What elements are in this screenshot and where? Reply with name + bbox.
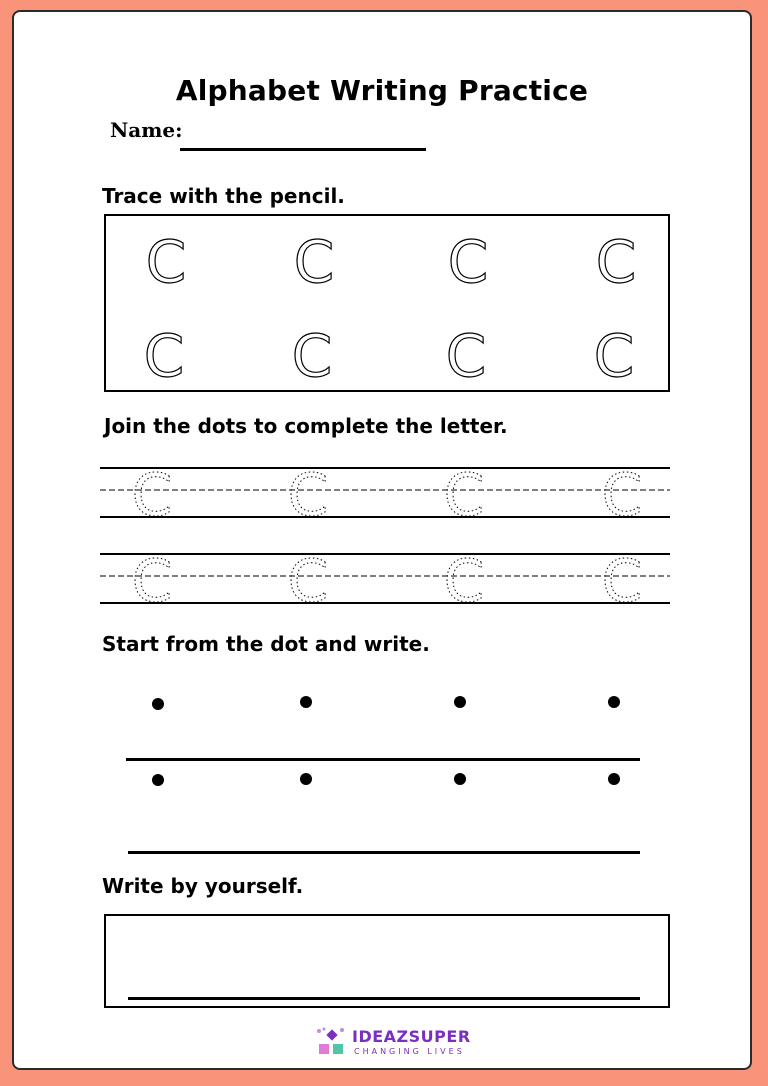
dotted-letter-c: C [601, 461, 643, 529]
start-dot [608, 773, 620, 785]
start-dot [608, 696, 620, 708]
writing-line [128, 851, 640, 854]
svg-text:C: C [595, 230, 637, 290]
dotted-letter-c: C [131, 461, 173, 529]
trace-heading: Trace with the pencil. [102, 184, 345, 208]
start-dot [300, 773, 312, 785]
svg-text:C: C [447, 230, 489, 290]
svg-text:C: C [593, 324, 635, 384]
dotted-letter-c: C [601, 547, 643, 615]
brand-tagline: CHANGING LIVES [354, 1047, 465, 1056]
free-heading: Write by yourself. [102, 874, 304, 898]
start-dot [454, 696, 466, 708]
start-dot [454, 773, 466, 785]
worksheet-title: Alphabet Writing Practice [175, 74, 589, 107]
free-write-line [128, 997, 640, 1000]
brand-name: IDEAZSUPER [352, 1027, 471, 1046]
free-write-box [104, 914, 670, 1008]
dotted-letter-c: C [287, 547, 329, 615]
dotted-letter-guides [14, 12, 754, 632]
start-heading: Start from the dot and write. [102, 632, 430, 656]
svg-text:C: C [293, 230, 335, 290]
start-dot [152, 774, 164, 786]
dotted-letter-c: C [443, 547, 485, 615]
svg-text:C: C [145, 230, 187, 290]
name-label: Name: [110, 118, 183, 142]
dots-heading: Join the dots to complete the letter. [104, 414, 508, 438]
worksheet-page [12, 10, 752, 1070]
logo-blocks-icon [314, 1027, 348, 1059]
start-dot [300, 696, 312, 708]
dotted-letter-c: C [443, 461, 485, 529]
dotted-letter-c: C [131, 547, 173, 615]
brand-logo [314, 1026, 484, 1060]
svg-text:C: C [445, 324, 487, 384]
svg-text:C: C [291, 324, 333, 384]
writing-line [126, 758, 640, 761]
svg-text:C: C [143, 324, 185, 384]
start-dot [152, 698, 164, 710]
dotted-letter-c: C [287, 461, 329, 529]
